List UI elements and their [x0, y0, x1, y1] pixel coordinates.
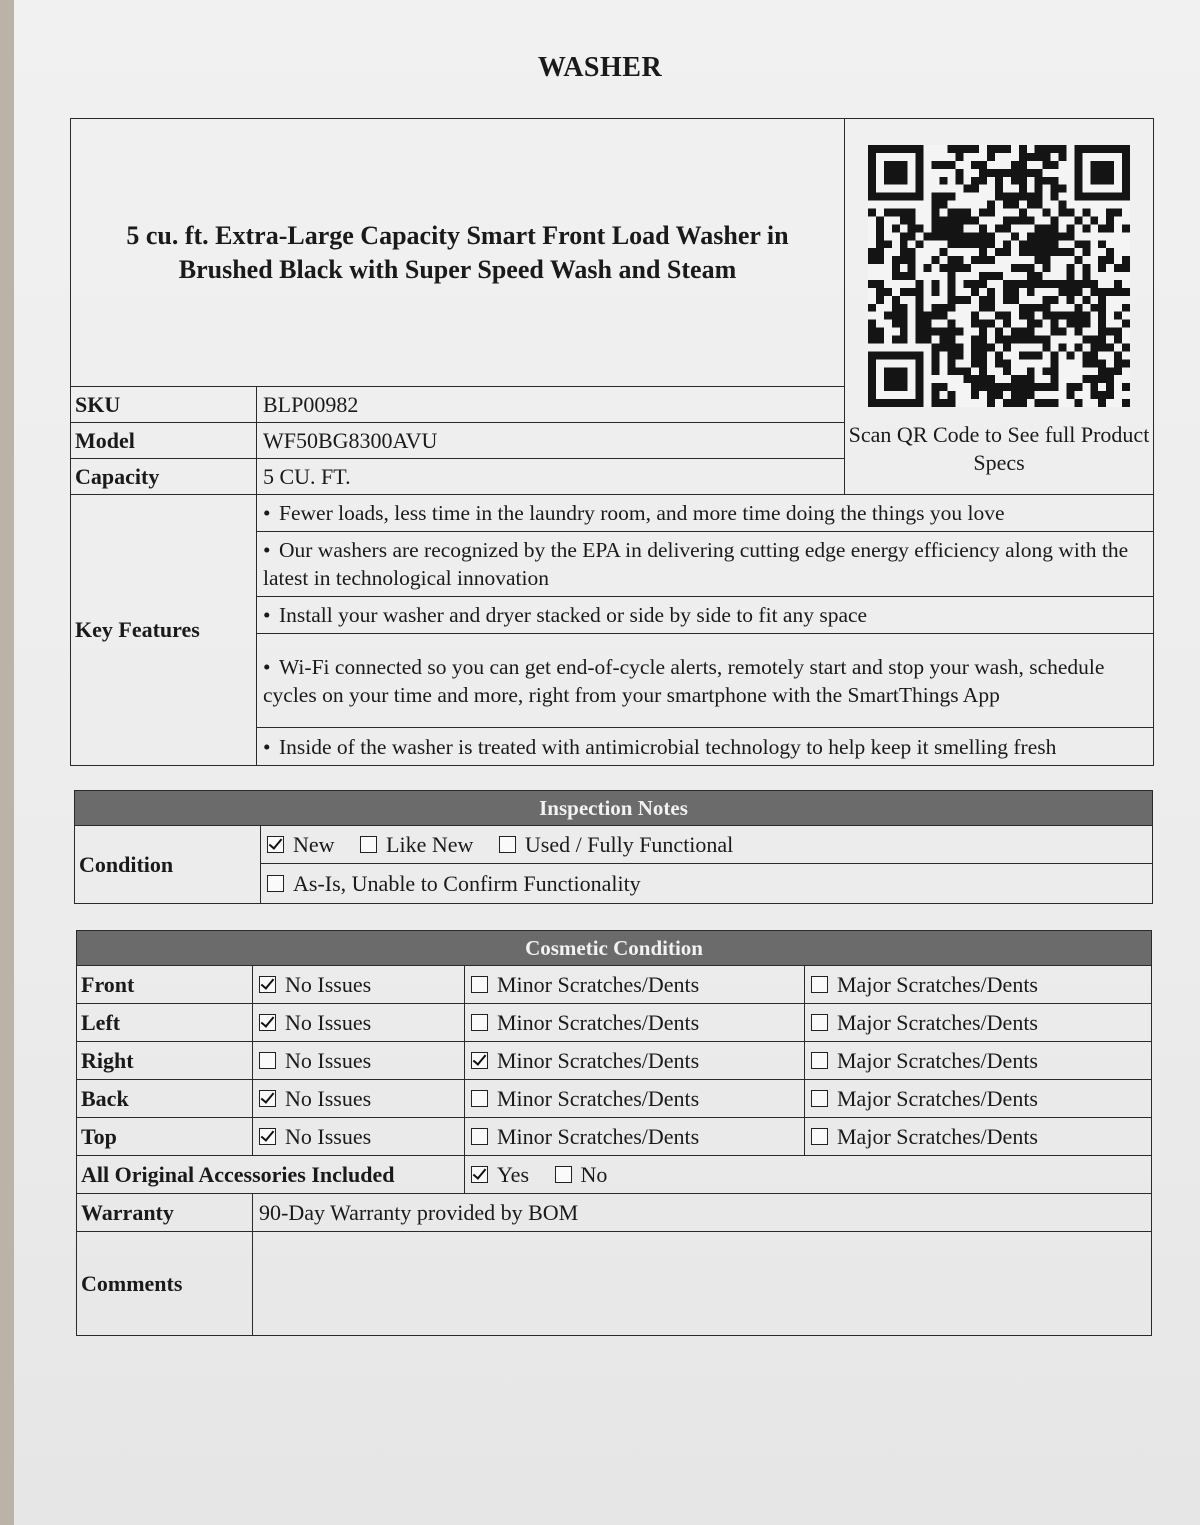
spec-label-model: Model — [71, 423, 257, 459]
qr-code-icon — [868, 145, 1130, 407]
option-label: Minor Scratches/Dents — [497, 971, 700, 997]
checkbox-icon[interactable] — [267, 836, 284, 853]
cosmetic-option[interactable] — [253, 1118, 465, 1156]
cosmetic-option[interactable] — [805, 1118, 1152, 1156]
inspection-notes-header: Inspection Notes — [75, 791, 1153, 826]
bullet-icon: • — [263, 734, 271, 759]
product-title: 5 cu. ft. Extra-Large Capacity Smart Front Load Washer in Brushed Black with Super Speed Wash and Steam — [71, 119, 845, 387]
accessories-label: All Original Accessories Included — [77, 1156, 465, 1194]
condition-options-row — [261, 864, 1153, 904]
condition-option-used[interactable] — [499, 832, 733, 857]
qr-cell — [845, 119, 1154, 495]
cosmetic-row — [77, 1118, 1152, 1156]
checkbox-icon[interactable] — [555, 1166, 572, 1183]
option-label: Like New — [386, 831, 474, 857]
cosmetic-option[interactable] — [805, 1042, 1152, 1080]
option-label: Minor Scratches/Dents — [497, 1009, 700, 1035]
option-label: Yes — [497, 1161, 530, 1187]
checkbox-icon[interactable] — [811, 1090, 828, 1107]
spec-value-capacity: 5 CU. FT. — [257, 459, 845, 495]
cosmetic-side-label: Left — [77, 1004, 253, 1042]
checkbox-icon[interactable] — [499, 836, 516, 853]
feature-text: Wi-Fi connected so you can get end-of-cycle alerts, remotely start and stop your wash, schedule cycles on your time and more, right from your smartphone with the SmartThings App — [263, 654, 1105, 707]
cosmetic-option[interactable] — [465, 1080, 805, 1118]
option-label: Used / Fully Functional — [524, 831, 734, 857]
spec-value-sku: BLP00982 — [257, 387, 845, 423]
inspection-notes-table — [74, 790, 1153, 904]
cosmetic-side-label: Top — [77, 1118, 253, 1156]
checkbox-icon[interactable] — [811, 1052, 828, 1069]
product-info-table — [70, 118, 1154, 495]
cosmetic-side-label: Back — [77, 1080, 253, 1118]
cosmetic-option[interactable] — [465, 966, 805, 1004]
cosmetic-option[interactable] — [465, 1004, 805, 1042]
option-label: Major Scratches/Dents — [837, 1009, 1038, 1035]
checkbox-icon[interactable] — [259, 1128, 276, 1145]
option-label: No — [580, 1161, 608, 1187]
option-label: New — [293, 831, 335, 857]
bullet-icon: • — [263, 654, 271, 679]
feature-item — [257, 597, 1154, 634]
cosmetic-row — [77, 966, 1152, 1004]
checkbox-icon[interactable] — [811, 976, 828, 993]
spec-label-capacity: Capacity — [71, 459, 257, 495]
option-label: As-Is, Unable to Confirm Functionality — [293, 870, 641, 896]
checkbox-icon[interactable] — [471, 1090, 488, 1107]
condition-option-like-new[interactable] — [360, 832, 473, 857]
condition-option-as-is[interactable] — [267, 871, 641, 896]
cosmetic-option[interactable] — [253, 1042, 465, 1080]
option-label: Major Scratches/Dents — [837, 1047, 1038, 1073]
option-label: No Issues — [285, 971, 372, 997]
accessories-option-yes[interactable] — [471, 1162, 529, 1187]
option-label: No Issues — [285, 1085, 372, 1111]
checkbox-icon[interactable] — [267, 875, 284, 892]
checkbox-icon[interactable] — [259, 976, 276, 993]
warranty-label: Warranty — [77, 1194, 253, 1232]
spec-value-model: WF50BG8300AVU — [257, 423, 845, 459]
cosmetic-condition-table — [76, 930, 1152, 1336]
feature-item — [257, 532, 1154, 597]
checkbox-icon[interactable] — [471, 976, 488, 993]
accessories-option-no[interactable] — [555, 1162, 608, 1187]
option-label: Minor Scratches/Dents — [497, 1123, 700, 1149]
condition-label: Condition — [75, 826, 261, 904]
cosmetic-option[interactable] — [253, 1004, 465, 1042]
warranty-value: 90-Day Warranty provided by BOM — [253, 1194, 1152, 1232]
option-label: Major Scratches/Dents — [837, 971, 1038, 997]
checkbox-icon[interactable] — [259, 1014, 276, 1031]
spec-label-sku: SKU — [71, 387, 257, 423]
key-features-label: Key Features — [71, 495, 257, 766]
cosmetic-row — [77, 1042, 1152, 1080]
option-label: Minor Scratches/Dents — [497, 1047, 700, 1073]
cosmetic-option[interactable] — [805, 1004, 1152, 1042]
accessories-options — [465, 1156, 1152, 1194]
cosmetic-side-label: Front — [77, 966, 253, 1004]
feature-text: Our washers are recognized by the EPA in delivering cutting edge energy efficiency along with the latest in technological innovation — [263, 538, 1129, 590]
checkbox-icon[interactable] — [259, 1052, 276, 1069]
cosmetic-option[interactable] — [253, 1080, 465, 1118]
feature-item — [257, 728, 1154, 766]
cosmetic-side-label: Right — [77, 1042, 253, 1080]
cosmetic-option[interactable] — [253, 966, 465, 1004]
condition-option-new[interactable] — [267, 832, 335, 857]
cosmetic-row — [77, 1080, 1152, 1118]
checkbox-icon[interactable] — [471, 1014, 488, 1031]
option-label: Major Scratches/Dents — [837, 1085, 1038, 1111]
feature-text: Install your washer and dryer stacked or side by side to fit any space — [279, 603, 868, 627]
checkbox-icon[interactable] — [471, 1128, 488, 1145]
option-label: Major Scratches/Dents — [837, 1123, 1038, 1149]
bullet-icon: • — [263, 603, 271, 627]
bullet-icon: • — [263, 538, 271, 562]
key-features-table — [70, 494, 1154, 766]
checkbox-icon[interactable] — [471, 1052, 488, 1069]
comments-field[interactable] — [253, 1232, 1152, 1336]
checkbox-icon[interactable] — [811, 1128, 828, 1145]
checkbox-icon[interactable] — [360, 836, 377, 853]
cosmetic-option[interactable] — [465, 1042, 805, 1080]
qr-caption: Scan QR Code to See full Product Specs — [848, 422, 1150, 475]
option-label: Minor Scratches/Dents — [497, 1085, 700, 1111]
bullet-icon: • — [263, 501, 271, 525]
cosmetic-condition-header: Cosmetic Condition — [77, 931, 1152, 966]
condition-options-row — [261, 826, 1153, 864]
checkbox-icon[interactable] — [811, 1014, 828, 1031]
checkbox-icon[interactable] — [259, 1090, 276, 1107]
option-label: No Issues — [285, 1123, 372, 1149]
comments-label: Comments — [77, 1232, 253, 1336]
page-title: WASHER — [537, 52, 663, 83]
option-label: No Issues — [285, 1009, 372, 1035]
option-label: No Issues — [285, 1047, 372, 1073]
checkbox-icon[interactable] — [471, 1166, 488, 1183]
feature-item — [257, 495, 1154, 532]
feature-text: Fewer loads, less time in the laundry room, and more time doing the things you love — [279, 501, 1005, 525]
feature-item — [257, 634, 1154, 728]
cosmetic-option[interactable] — [805, 1080, 1152, 1118]
cosmetic-option[interactable] — [805, 966, 1152, 1004]
cosmetic-row — [77, 1004, 1152, 1042]
feature-text: Inside of the washer is treated with antimicrobial technology to help keep it smelling fresh — [279, 734, 1057, 759]
cosmetic-option[interactable] — [465, 1118, 805, 1156]
